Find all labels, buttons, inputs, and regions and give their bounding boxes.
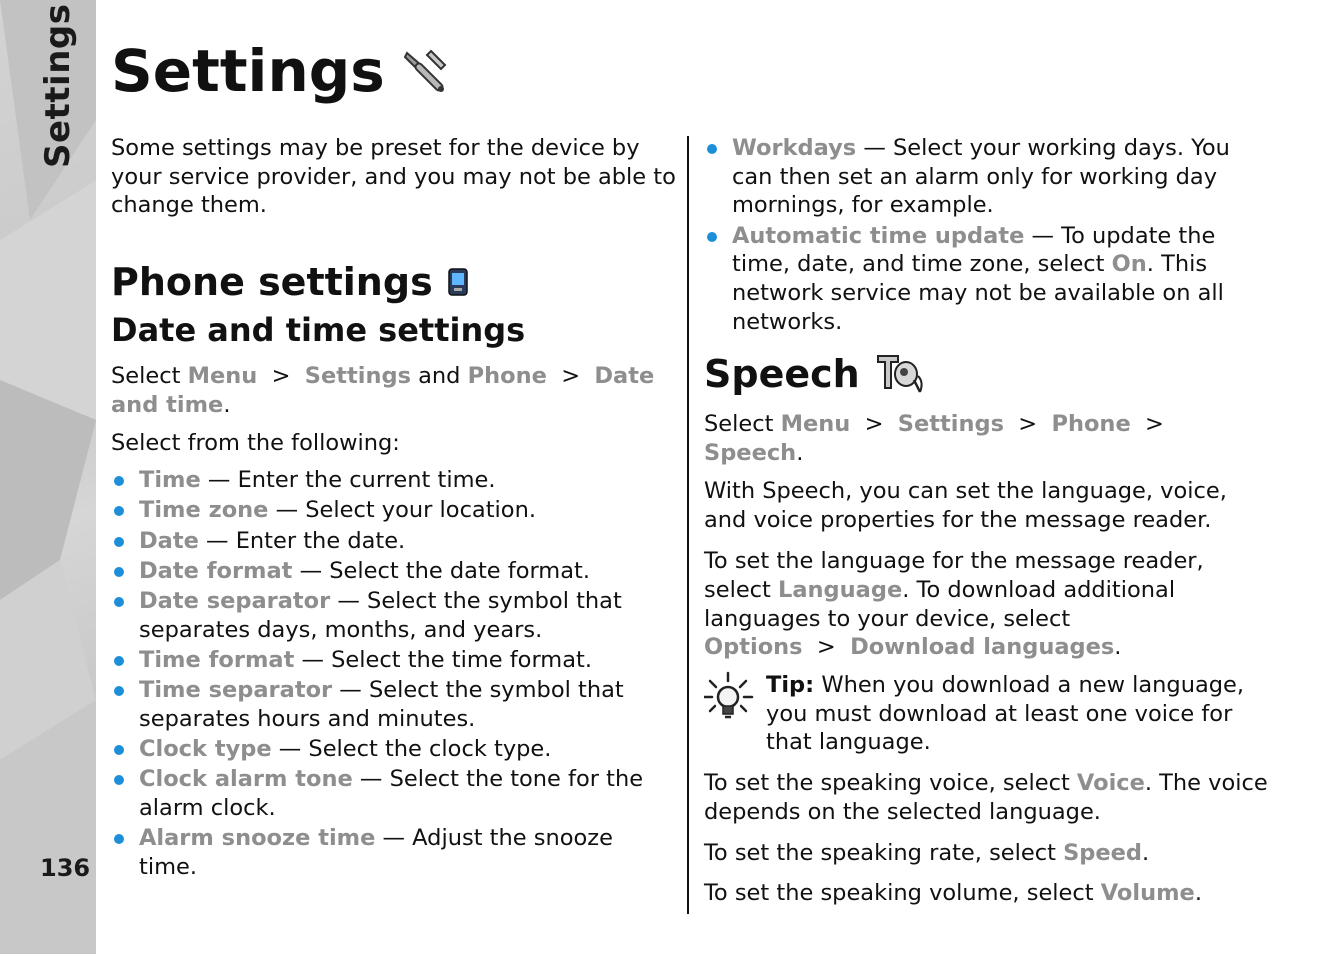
keyword-volume: Volume — [1100, 880, 1195, 907]
paragraph-text: To set the language for the message reader, select — [704, 548, 1204, 603]
speech-description: With Speech, you can set the language, voice, and voice properties for the message reader. — [704, 477, 1227, 533]
keyword-download-languages: Download languages — [850, 634, 1115, 661]
option-term: Time separator — [139, 677, 333, 704]
list-item — [111, 646, 677, 675]
option-desc: — Select the clock type. — [271, 736, 552, 763]
tip-box — [704, 671, 1274, 757]
page-number: 136 — [40, 854, 91, 882]
path-text: . — [796, 440, 804, 467]
list-item — [111, 676, 677, 733]
date-time-options-list — [111, 466, 677, 881]
list-item — [704, 134, 1274, 220]
speech-heading-text: Speech — [704, 352, 860, 397]
paragraph-text: . — [1194, 880, 1202, 907]
language-paragraph — [704, 547, 1274, 662]
list-item — [111, 466, 677, 495]
speech-icon — [874, 352, 926, 396]
paragraph-text: . — [1114, 634, 1122, 661]
list-item — [111, 824, 677, 881]
option-term: Clock alarm tone — [139, 766, 353, 793]
tip-label: Tip: — [766, 672, 815, 699]
path-speech: Speech — [704, 440, 797, 467]
speed-paragraph — [704, 839, 1274, 868]
option-desc: — Select the tone for the alarm clock. — [139, 766, 644, 821]
list-item — [111, 765, 677, 822]
select-from-text: Select from the following: — [111, 429, 400, 456]
option-term: Alarm snooze time — [139, 825, 376, 852]
paragraph-text: . — [1142, 839, 1150, 866]
paragraph-text: . To download additional languages to your device, select — [704, 576, 1176, 632]
option-desc: — Select the symbol that separates hours and minutes. — [139, 677, 624, 732]
left-column — [111, 134, 677, 883]
option-desc: — Select the time format. — [294, 646, 592, 673]
tip-body: When you download a new language, you must download at least one voice for that language. — [766, 672, 1245, 756]
phone-icon — [447, 268, 469, 296]
option-desc: — Select the date format. — [292, 557, 590, 584]
option-term: Time zone — [139, 497, 269, 524]
path-text: and — [418, 363, 461, 390]
option-desc: — Select your location. — [268, 497, 536, 524]
list-item — [111, 527, 677, 556]
option-term: Automatic time update — [732, 222, 1025, 249]
tip-text — [766, 671, 1274, 757]
path-settings: Settings — [304, 363, 411, 390]
keyword-voice: Voice — [1076, 770, 1145, 797]
path-phone: Phone — [467, 363, 547, 390]
paragraph-text: To set the speaking rate, select — [704, 839, 1064, 866]
path-menu: Menu — [780, 411, 851, 438]
path-date-and-time: Date and time — [111, 363, 655, 418]
speech-menu-path — [704, 410, 1274, 467]
speech-heading — [704, 350, 1274, 398]
path-separator: > — [864, 411, 884, 438]
intro-text: Some settings may be preset for the device by your service provider, and you may not be able to change them. — [111, 135, 676, 219]
option-desc: — Enter the current time. — [200, 467, 496, 494]
paragraph-text: To set the speaking voice, select — [704, 770, 1077, 797]
path-separator: > — [271, 363, 291, 390]
path-separator: > — [816, 634, 836, 661]
keyword-speed: Speed — [1063, 839, 1143, 866]
list-item — [111, 557, 677, 586]
option-term: Time format — [139, 646, 295, 673]
list-item — [111, 496, 677, 525]
date-time-options-list-continued — [704, 134, 1274, 336]
option-term: Time — [139, 467, 201, 494]
path-separator: > — [561, 363, 581, 390]
option-desc: — Adjust the snooze time. — [139, 825, 613, 880]
path-text: . — [223, 391, 231, 418]
option-term: Clock type — [139, 736, 272, 763]
path-phone: Phone — [1051, 411, 1131, 438]
right-column — [704, 134, 1274, 917]
volume-paragraph — [704, 879, 1274, 908]
option-desc: — Select the symbol that separates days, months, and years. — [139, 588, 622, 643]
date-time-menu-path — [111, 362, 677, 419]
option-desc: . This network service may not be available on all networks. — [732, 251, 1224, 335]
wrench-icon — [401, 47, 451, 95]
list-item — [111, 587, 677, 644]
page-title — [111, 38, 451, 104]
keyword-language: Language — [778, 576, 903, 603]
list-item — [111, 735, 677, 764]
option-desc: — To update the time, date, and time zone, select — [732, 222, 1216, 278]
page-title-text: Settings — [111, 37, 385, 105]
option-term: Workdays — [732, 135, 857, 161]
option-term: Date separator — [139, 588, 331, 615]
lightbulb-icon — [704, 671, 756, 723]
chapter-sidebar — [0, 0, 96, 954]
chapter-tab-label: Settings — [38, 3, 78, 168]
path-text: Select — [704, 411, 774, 438]
path-text: Select — [111, 363, 181, 390]
option-term: Date — [139, 527, 199, 554]
list-item — [704, 222, 1274, 337]
path-settings: Settings — [897, 411, 1004, 438]
option-desc: — Select your working days. You can then set an alarm only for working day mornings, for example. — [732, 135, 1230, 219]
keyword-options: Options — [704, 634, 803, 661]
date-time-heading: Date and time settings — [111, 311, 526, 350]
column-divider — [687, 136, 689, 914]
path-separator: > — [1018, 411, 1038, 438]
path-separator: > — [1145, 411, 1164, 438]
paragraph-text: To set the speaking volume, select — [704, 880, 1101, 907]
option-desc: — Enter the date. — [198, 527, 406, 554]
paragraph-text: . The voice depends on the selected language. — [704, 770, 1268, 825]
option-term: Date format — [139, 557, 293, 584]
path-menu: Menu — [187, 363, 258, 390]
phone-settings-heading-text: Phone settings — [111, 260, 433, 305]
option-value-on: On — [1111, 251, 1147, 278]
voice-paragraph — [704, 769, 1274, 826]
phone-settings-heading — [111, 258, 677, 306]
